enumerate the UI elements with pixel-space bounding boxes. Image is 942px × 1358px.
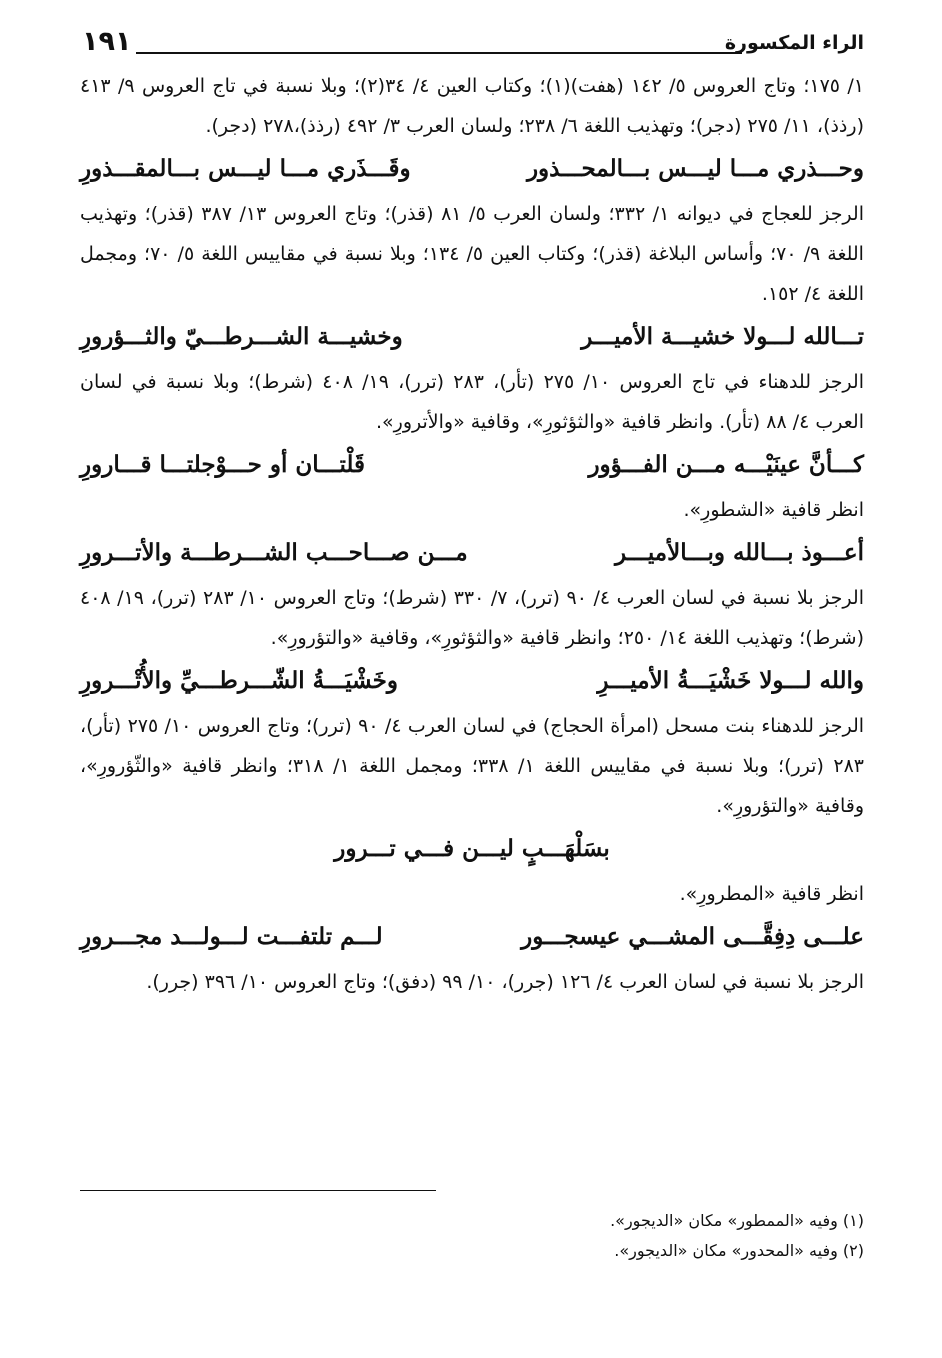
verse-first-hemistich: علـــى دِفِقَّـــى المشـــي عيسجـــور — [521, 923, 864, 950]
footnote: (٢) وفيه «المحدور» مكان «الديجور». — [614, 1241, 864, 1260]
text-block: ١/ ١٧٥؛ وتاج العروس ٥/ ١٤٢ (هفت)(١)؛ وكتاب العين ٤/ ٣٤(٢)؛ وبلا نسبة في تاج العروس ٩/ ٤١٣ (رذذ)، ١١/ ٢٧٥ (دجر)؛ وتهذيب اللغة ٦/ ٢٣٨؛ ولسان العرب ٣/ ٤٩٢ (رذذ)،٢٧٨ (دجر). — [80, 75, 864, 137]
running-title: الراء المكسورة — [724, 32, 864, 54]
footnote-separator — [80, 1190, 436, 1191]
verse-line — [80, 444, 864, 486]
footnotes — [80, 1206, 864, 1266]
text-block: الرجز للدهناء بنت مسحل (امرأة الحجاج) في لسان العرب ٤/ ٩٠ (ترر)؛ وتاج العروس ١٠/ ٢٧٥ (تأر)، ٢٨٣ (ترر)؛ وبلا نسبة في مقاييس اللغة ١/ ٣٣٨؛ ومجمل اللغة ١/ ٣١٨؛ وانظر قافية «والثّؤرورِ»، وقافية «والتؤرورِ». — [80, 715, 865, 817]
verse-first-hemistich: أعـــوذ بـــالله وبـــالأميـــر — [614, 539, 864, 566]
verse-second-hemistich: وخشيـــة الشـــرطـــيّ والثـــؤرورِ — [80, 323, 403, 350]
text-block: الرجز للدهناء في تاج العروس ١٠/ ٢٧٥ (تأر)، ٢٨٣ (ترر)، ١٩/ ٤٠٨ (شرط)؛ وبلا نسبة في لسان العرب ٤/ ٨٨ (تأر). وانظر قافية «والثؤثورِ»، وقافية «والأترورِ». — [80, 371, 864, 433]
book-page — [80, 26, 864, 1326]
text-block: انظر قافية «الشطورِ». — [683, 499, 864, 521]
verse-second-hemistich: قَلْتـــان أو حـــوْجلتـــا قـــارورِ — [80, 451, 366, 478]
verse-second-hemistich: وخَشْيَـــةُ الشّـــرطـــيِّ والأُتْـــرورِ — [80, 667, 398, 694]
verse-single-hemistich: بسَلْهَـــبٍ ليـــن فـــي تـــرور — [334, 835, 610, 862]
verse-first-hemistich: والله لـــولا خَشْيَـــةُ الأميـــرِ — [597, 667, 864, 694]
verse-first-hemistich: تـــالله لـــولا خشيـــة الأميـــر — [581, 323, 864, 350]
verse-second-hemistich: وقَـــذَري مـــا ليـــس بـــالمقـــذورِ — [80, 155, 411, 182]
verse-first-hemistich: وحـــذري مـــا ليـــس بـــالمحـــذور — [526, 155, 864, 182]
verse-line — [80, 532, 864, 574]
verse-line — [80, 660, 864, 702]
text-block: انظر قافية «المطرورِ». — [679, 883, 864, 905]
verse-second-hemistich: مـــن صـــاحـــب الشـــرطـــة والأتـــرورِ — [80, 539, 468, 566]
footnote: (١) وفيه «الممطور» مكان «الديجور». — [610, 1211, 864, 1230]
verse-line — [80, 316, 864, 358]
verse-second-hemistich: لـــم تلتفـــت لـــولـــد مجـــرورِ — [80, 923, 383, 950]
text-block: الرجز بلا نسبة في لسان العرب ٤/ ٩٠ (ترر)، ٧/ ٣٣٠ (شرط)؛ وتاج العروس ١٠/ ٢٨٣ (ترر)، ١٩/ ٤٠٨ (شرط)؛ وتهذيب اللغة ١٤/ ٢٥٠؛ وانظر قافية «والثؤثورِ»، وقافية «والتؤرورِ». — [80, 587, 864, 649]
page-number: ١٩١ — [82, 26, 132, 57]
verse-line — [80, 148, 864, 190]
running-head — [80, 26, 864, 66]
text-block: الرجز بلا نسبة في لسان العرب ٤/ ١٢٦ (جرر)، ١٠/ ٩٩ (دفق)؛ وتاج العروس ١٠/ ٣٩٦ (جرر). — [146, 971, 864, 993]
verse-first-hemistich: كـــأنَّ عينَيْـــه مـــن الفـــؤور — [588, 451, 864, 478]
verse-line-centered — [80, 828, 864, 870]
text-block: الرجز للعجاج في ديوانه ١/ ٣٣٢؛ ولسان العرب ٥/ ٨١ (قذر)؛ وتاج العروس ١٣/ ٣٨٧ (قذر)؛ وتهذيب اللغة ٩/ ٧٠؛ وأساس البلاغة (قذر)؛ وكتاب العين ٥/ ١٣٤؛ وبلا نسبة في مقاييس اللغة ٥/ ٧٠؛ ومجمل اللغة ٤/ ١٥٢. — [80, 203, 864, 305]
verse-line — [80, 916, 864, 958]
page-body — [80, 66, 864, 1002]
header-rule — [136, 52, 742, 54]
